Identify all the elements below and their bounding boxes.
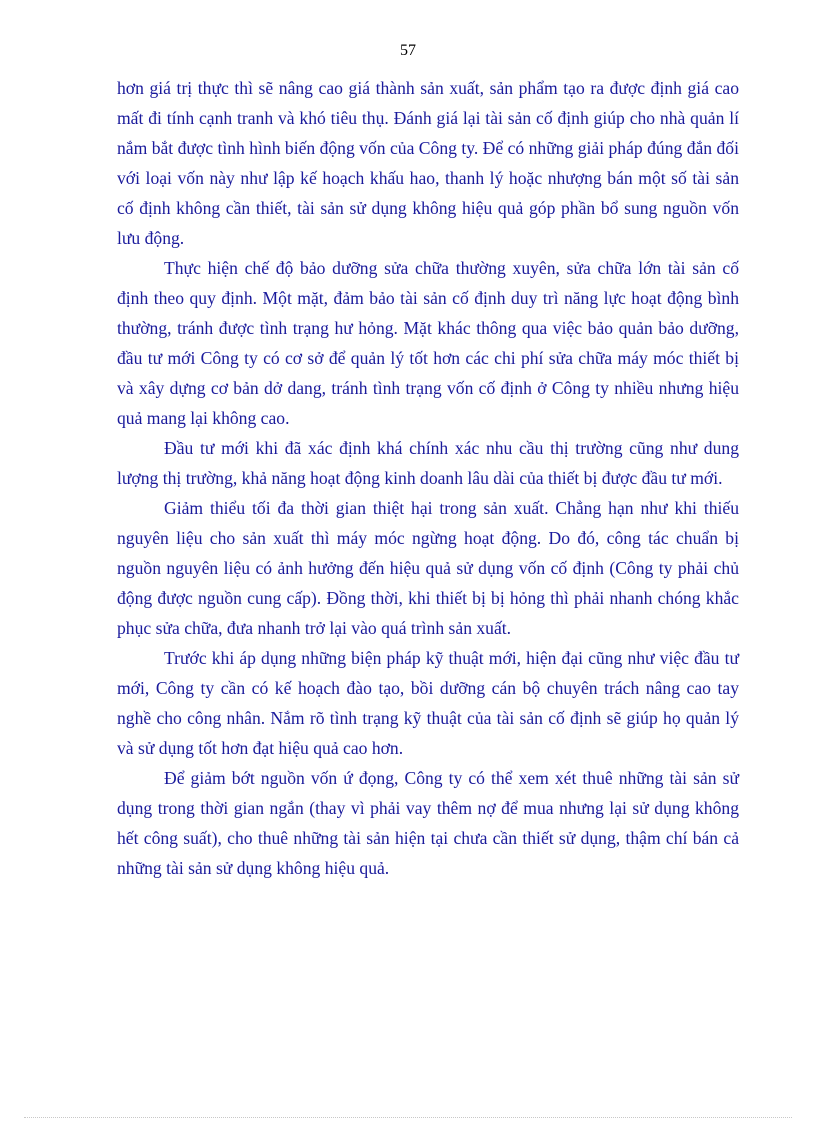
paragraph-maintenance: Thực hiện chế độ bảo dưỡng sửa chữa thường xuyên, sửa chữa lớn tài sản cố định theo quy định. Một mặt, đảm bảo tài sản cố định duy trì năng lực hoạt động bình thường, tránh được tình trạng hư hỏng. Mặt khác thông qua việc bảo quản bảo dưỡng, đầu tư mới Công ty có cơ sở để quản lý tốt hơn các chi phí sửa chữa máy móc thiết bị và xây dựng cơ bản dở dang, tránh tình trạng vốn cố định ở Công ty nhiều nhưng hiệu quả mang lại không cao. bbox=[117, 258, 739, 428]
page-bottom-divider bbox=[24, 1117, 792, 1118]
paragraph-new-investment: Đầu tư mới khi đã xác định khá chính xác nhu cầu thị trường cũng như dung lượng thị trường, khả năng hoạt động kinh doanh lâu dài của thiết bị được đầu tư mới. bbox=[117, 438, 739, 488]
paragraph-reduce-downtime: Giảm thiểu tối đa thời gian thiệt hại trong sản xuất. Chẳng hạn như khi thiếu nguyên liệu cho sản xuất thì máy móc ngừng hoạt động. Do đó, công tác chuẩn bị nguồn nguyên liệu có ảnh hưởng đến hiệu quả sử dụng vốn cố định (Công ty phải chủ động được nguồn cung cấp). Đồng thời, khi thiết bị bị hỏng thì phải nhanh chóng khắc phục sửa chữa, đưa nhanh trở lại vào quá trình sản xuất. bbox=[117, 498, 739, 638]
page-number: 57 bbox=[400, 42, 416, 59]
paragraph-continued: hơn giá trị thực thì sẽ nâng cao giá thành sản xuất, sản phẩm tạo ra được định giá cao mất đi tính cạnh tranh và khó tiêu thụ. Đánh giá lại tài sản cố định giúp cho nhà quản lí nắm bắt được tình hình biến động vốn của Công ty. Để có những giải pháp đúng đắn đối với loại vốn này như lập kế hoạch khấu hao, thanh lý hoặc nhượng bán một số tài sản cố định không cần thiết, tài sản sử dụng không hiệu quả góp phần bổ sung nguồn vốn lưu động. bbox=[117, 78, 739, 248]
body-text bbox=[117, 73, 739, 883]
paragraph-leasing: Để giảm bớt nguồn vốn ứ đọng, Công ty có thể xem xét thuê những tài sản sử dụng trong thời gian ngắn (thay vì phải vay thêm nợ để mua nhưng lại sử dụng không hết công suất), cho thuê những tài sản hiện tại chưa cần thiết sử dụng, thậm chí bán cả những tài sản sử dụng không hiệu quả. bbox=[117, 768, 739, 878]
paragraph-training: Trước khi áp dụng những biện pháp kỹ thuật mới, hiện đại cũng như việc đầu tư mới, Công ty cần có kế hoạch đào tạo, bồi dưỡng cán bộ chuyên trách nâng cao tay nghề cho công nhân. Nắm rõ tình trạng kỹ thuật của tài sản cố định sẽ giúp họ quản lý và sử dụng tốt hơn đạt hiệu quả cao hơn. bbox=[117, 648, 739, 758]
